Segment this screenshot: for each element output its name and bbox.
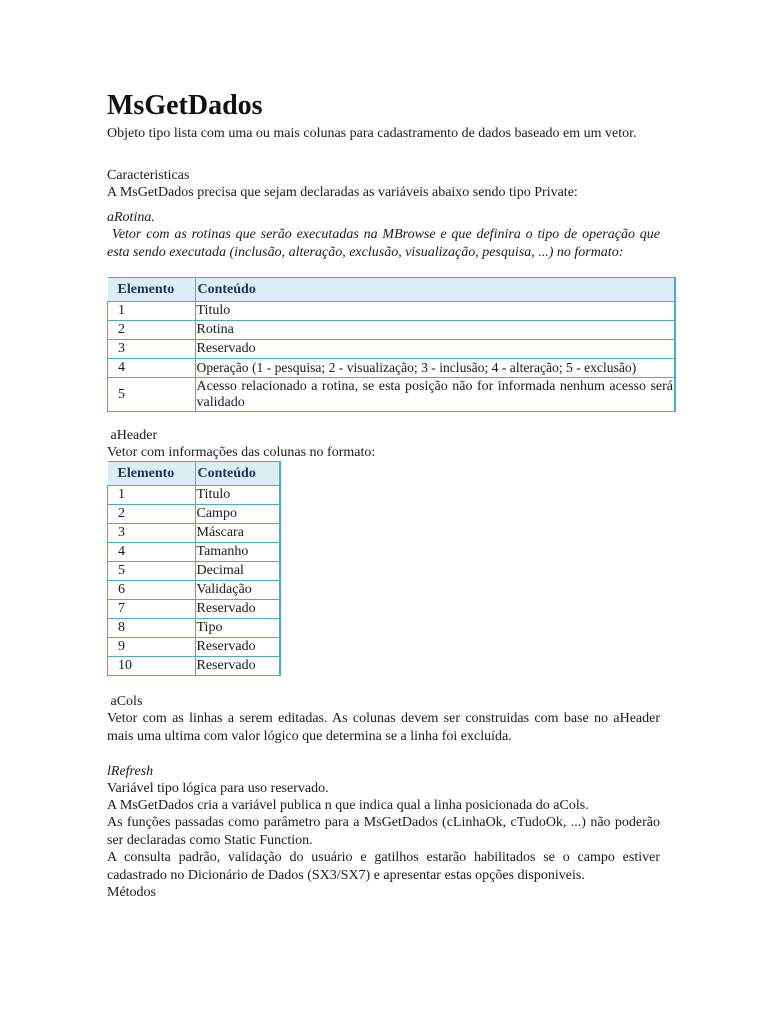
- aheader-heading: aHeader: [107, 428, 158, 443]
- caracteristicas-text: A MsGetDados precisa que sejam declaradas as variáveis abaixo sendo tipo Private:: [107, 185, 578, 200]
- table-cell-elemento: 10: [108, 657, 196, 676]
- table-row: [108, 486, 281, 505]
- table-cell-elemento: 4: [108, 543, 196, 562]
- table-cell-conteudo: Acesso relacionado a rotina, se esta posição não for informada nenhum acesso será validado: [196, 378, 673, 410]
- table-cell-conteudo: Validação: [195, 581, 280, 600]
- table-row: [108, 359, 676, 378]
- table-cell-elemento: 1: [108, 302, 196, 321]
- acols-heading: aCols: [107, 694, 143, 709]
- table-cell-conteudo: Reservado: [195, 638, 280, 657]
- metodos-heading: Métodos: [107, 885, 156, 900]
- table-cell-conteudo: Máscara: [195, 524, 280, 543]
- table-row: [108, 543, 281, 562]
- aheader-text: Vetor com informações das colunas no formato:: [107, 445, 376, 460]
- table-cell-elemento: 2: [108, 505, 196, 524]
- table-cell-conteudo: Reservado: [195, 600, 280, 619]
- column-header-elemento: Elemento: [108, 462, 196, 486]
- lrefresh-line-1: Variável tipo lógica para uso reservado.: [107, 781, 329, 796]
- table-cell-conteudo: Reservado: [195, 340, 675, 359]
- table-header-row: [108, 278, 676, 302]
- table-cell-conteudo: Reservado: [195, 657, 280, 676]
- table-row: [108, 321, 676, 340]
- table-cell-elemento: 3: [108, 524, 196, 543]
- lrefresh-line-2: A MsGetDados cria a variável publica n que indica qual a linha posicionada do aCols.: [107, 798, 589, 813]
- table-row: [108, 562, 281, 581]
- arotina-text: Vetor com as rotinas que serão executadas na MBrowse e que definira o tipo de operação que esta sendo executada (inclusão, alteração, exclusão, visualização, pesquisa, ...) no formato:: [107, 227, 664, 260]
- lrefresh-heading: lRefresh: [107, 764, 154, 779]
- table-cell-conteudo: Operação (1 - pesquisa; 2 - visualização; 3 - inclusão; 4 - alteração; 5 - exclusão): [195, 359, 675, 378]
- table-cell-elemento: 4: [108, 359, 196, 378]
- table-row: [108, 505, 281, 524]
- table-cell-conteudo: Tipo: [195, 619, 280, 638]
- page-title: MsGetDados: [107, 90, 263, 121]
- table-cell-conteudo: Campo: [195, 505, 280, 524]
- table-cell-conteudo: Titulo: [195, 302, 675, 321]
- table-cell-conteudo: Rotina: [195, 321, 675, 340]
- table-cell-elemento: 9: [108, 638, 196, 657]
- table-cell-conteudo: Tamanho: [195, 543, 280, 562]
- arotina-heading: aRotina.: [107, 210, 155, 225]
- table-cell-conteudo: Titulo: [195, 486, 280, 505]
- lrefresh-line-4: A consulta padrão, validação do usuário e gatilhos estarão habilitados se o campo estiver cadastrado no Dicionário de Dados (SX3/SX7) e apresentar estas opções disponiveis.: [107, 850, 660, 883]
- table-header-row: [108, 462, 281, 486]
- table-row: [108, 657, 281, 676]
- table-row: [108, 378, 676, 412]
- table-cell-elemento: 7: [108, 600, 196, 619]
- column-header-conteudo: Conteúdo: [195, 278, 675, 302]
- table-cell-elemento: 3: [108, 340, 196, 359]
- table-row: [108, 581, 281, 600]
- column-header-elemento: Elemento: [108, 278, 196, 302]
- table-row: [108, 524, 281, 543]
- table-cell-elemento: 2: [108, 321, 196, 340]
- table-cell-conteudo: Decimal: [195, 562, 280, 581]
- table-row: [108, 600, 281, 619]
- aheader-table: [107, 461, 281, 676]
- table-cell-elemento: 5: [108, 562, 196, 581]
- column-header-conteudo: Conteúdo: [195, 462, 280, 486]
- lrefresh-line-3: As funções passadas como parâmetro para a MsGetDados (cLinhaOk, cTudoOk, ...) não poderão ser declaradas como Static Function.: [107, 815, 660, 848]
- table-row: [108, 302, 676, 321]
- caracteristicas-heading: Caracteristicas: [107, 168, 190, 183]
- acols-text: Vetor com as linhas a serem editadas. As colunas devem ser construidas com base no aHeader mais uma ultima com valor lógico que determina se a linha foi excluída.: [107, 711, 660, 744]
- arotina-table: [107, 277, 676, 412]
- intro-paragraph: Objeto tipo lista com uma ou mais colunas para cadastramento de dados baseado em um vetor.: [107, 126, 637, 141]
- table-cell-elemento: 8: [108, 619, 196, 638]
- table-row: [108, 619, 281, 638]
- table-row: [108, 638, 281, 657]
- table-row: [108, 340, 676, 359]
- table-cell-elemento: 1: [108, 486, 196, 505]
- table-cell-elemento: 5: [108, 378, 196, 412]
- table-cell-elemento: 6: [108, 581, 196, 600]
